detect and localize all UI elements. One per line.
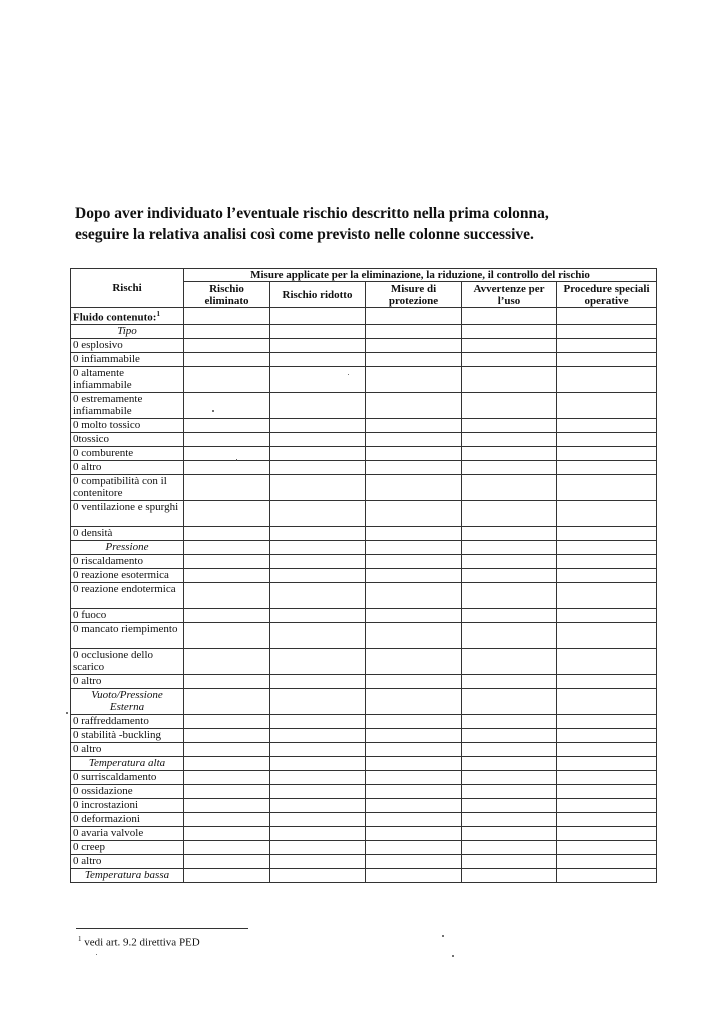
table-row bbox=[71, 622, 657, 648]
table-row bbox=[71, 582, 657, 608]
measure-cell[interactable] bbox=[366, 728, 462, 742]
table-row bbox=[71, 688, 657, 714]
measure-cell[interactable] bbox=[557, 840, 657, 854]
measure-cell[interactable] bbox=[462, 526, 557, 540]
measure-cell[interactable] bbox=[270, 812, 366, 826]
measure-cell[interactable] bbox=[557, 674, 657, 688]
header-rischi: Rischi bbox=[71, 269, 184, 308]
measure-cell[interactable] bbox=[557, 714, 657, 728]
measure-cell[interactable] bbox=[366, 432, 462, 446]
measure-cell[interactable] bbox=[270, 742, 366, 756]
table-row bbox=[71, 742, 657, 756]
measure-cell[interactable] bbox=[557, 338, 657, 352]
measure-cell[interactable] bbox=[366, 784, 462, 798]
table-row bbox=[71, 812, 657, 826]
measure-cell[interactable] bbox=[184, 500, 270, 526]
measure-cell[interactable] bbox=[366, 526, 462, 540]
risk-label bbox=[71, 608, 184, 622]
risk-label bbox=[71, 826, 184, 840]
measure-cell[interactable] bbox=[184, 446, 270, 460]
measure-cell[interactable] bbox=[366, 674, 462, 688]
measure-cell[interactable] bbox=[366, 826, 462, 840]
measure-cell[interactable] bbox=[184, 366, 270, 392]
measure-cell[interactable] bbox=[557, 500, 657, 526]
measure-cell[interactable] bbox=[270, 324, 366, 338]
measure-cell[interactable] bbox=[270, 366, 366, 392]
risk-label-text: 0 mancato riempimento bbox=[73, 622, 178, 635]
risk-label-text: 0 infiammabile bbox=[73, 352, 140, 365]
measure-cell[interactable] bbox=[270, 432, 366, 446]
measure-cell[interactable] bbox=[462, 460, 557, 474]
measure-cell[interactable] bbox=[366, 366, 462, 392]
measure-cell[interactable] bbox=[462, 674, 557, 688]
intro-text bbox=[75, 203, 685, 245]
measure-cell[interactable] bbox=[270, 338, 366, 352]
measure-cell[interactable] bbox=[557, 688, 657, 714]
risk-label bbox=[71, 540, 184, 554]
header-procedure-speciali: Procedure speciali operative bbox=[557, 282, 657, 308]
risk-label bbox=[71, 582, 184, 608]
risk-label-text: 0 avaria valvole bbox=[73, 826, 144, 839]
risk-label bbox=[71, 352, 184, 366]
risk-label-text: 0 altro bbox=[73, 742, 102, 755]
measure-cell[interactable] bbox=[557, 324, 657, 338]
footnote-text: vedi art. 9.2 direttiva PED bbox=[81, 936, 200, 949]
risk-label bbox=[71, 568, 184, 582]
risk-label bbox=[71, 338, 184, 352]
measure-cell[interactable] bbox=[462, 728, 557, 742]
intro-line-1: Dopo aver individuato l’eventuale rischio descritto nella prima colonna, bbox=[75, 205, 549, 222]
table-row bbox=[71, 526, 657, 540]
measure-cell[interactable] bbox=[462, 324, 557, 338]
table-row bbox=[71, 352, 657, 366]
header-rischio-eliminato: Rischio eliminato bbox=[184, 282, 270, 308]
measure-cell[interactable] bbox=[184, 728, 270, 742]
measure-cell[interactable] bbox=[184, 338, 270, 352]
measure-cell[interactable] bbox=[366, 622, 462, 648]
risk-label bbox=[71, 432, 184, 446]
risk-label bbox=[71, 308, 184, 325]
measure-cell[interactable] bbox=[462, 352, 557, 366]
table-row bbox=[71, 648, 657, 674]
measure-cell[interactable] bbox=[270, 474, 366, 500]
measure-cell[interactable] bbox=[184, 688, 270, 714]
measure-cell[interactable] bbox=[184, 674, 270, 688]
risk-label-text: 0 ventilazione e spurghi bbox=[73, 500, 179, 513]
measure-cell[interactable] bbox=[270, 854, 366, 868]
risk-label-text: 0 altamente infiammabile bbox=[73, 366, 132, 391]
measure-cell[interactable] bbox=[366, 854, 462, 868]
risk-label bbox=[71, 756, 184, 770]
risk-label-text: Vuoto/Pressione Esterna bbox=[91, 688, 163, 713]
risk-label-text: 0 estremamente infiammabile bbox=[73, 392, 143, 417]
measure-cell[interactable] bbox=[366, 608, 462, 622]
risk-label-text: 0 compatibilità con il contenitore bbox=[73, 474, 167, 499]
measure-cell[interactable] bbox=[184, 770, 270, 784]
measure-cell[interactable] bbox=[366, 812, 462, 826]
measure-cell[interactable] bbox=[270, 540, 366, 554]
measure-cell[interactable] bbox=[184, 714, 270, 728]
measure-cell[interactable] bbox=[557, 432, 657, 446]
measure-cell[interactable] bbox=[184, 622, 270, 648]
risk-label-text: 0 ossidazione bbox=[73, 784, 133, 797]
measure-cell[interactable] bbox=[270, 826, 366, 840]
measure-cell[interactable] bbox=[557, 728, 657, 742]
risk-label-text: 0 reazione esotermica bbox=[73, 568, 169, 581]
risk-label-text: 0 densità bbox=[73, 526, 113, 539]
measure-cell[interactable] bbox=[184, 352, 270, 366]
measure-cell[interactable] bbox=[557, 812, 657, 826]
measure-cell[interactable] bbox=[462, 648, 557, 674]
risk-label bbox=[71, 418, 184, 432]
risk-label-text: 0 occlusione dello scarico bbox=[73, 648, 154, 673]
risk-label bbox=[71, 648, 184, 674]
measure-cell[interactable] bbox=[557, 540, 657, 554]
measure-cell[interactable] bbox=[270, 770, 366, 784]
risk-label-text: Temperatura alta bbox=[88, 756, 166, 769]
table-row bbox=[71, 392, 657, 418]
table-row bbox=[71, 714, 657, 728]
measure-cell[interactable] bbox=[184, 554, 270, 568]
measure-cell[interactable] bbox=[184, 648, 270, 674]
measure-cell[interactable] bbox=[462, 812, 557, 826]
scan-speck bbox=[452, 955, 454, 957]
measure-cell[interactable] bbox=[270, 688, 366, 714]
table-row bbox=[71, 608, 657, 622]
measure-cell[interactable] bbox=[557, 366, 657, 392]
table-row bbox=[71, 418, 657, 432]
measure-cell[interactable] bbox=[270, 526, 366, 540]
measure-cell[interactable] bbox=[270, 582, 366, 608]
measure-cell[interactable] bbox=[462, 770, 557, 784]
measure-cell[interactable] bbox=[462, 840, 557, 854]
measure-cell[interactable] bbox=[557, 526, 657, 540]
table-row bbox=[71, 854, 657, 868]
scan-speck bbox=[96, 954, 97, 955]
risk-label-text: Fluido contenuto: bbox=[73, 311, 157, 324]
measure-cell[interactable] bbox=[462, 868, 557, 882]
table-row bbox=[71, 784, 657, 798]
risk-label bbox=[71, 812, 184, 826]
risk-label bbox=[71, 784, 184, 798]
measure-cell[interactable] bbox=[184, 474, 270, 500]
risk-label-text: 0 esplosivo bbox=[73, 338, 123, 351]
table-row bbox=[71, 474, 657, 500]
risk-label bbox=[71, 674, 184, 688]
measure-cell[interactable] bbox=[184, 324, 270, 338]
measure-cell[interactable] bbox=[462, 742, 557, 756]
footnote-separator bbox=[76, 928, 248, 929]
measure-cell[interactable] bbox=[557, 460, 657, 474]
measure-cell[interactable] bbox=[462, 554, 557, 568]
footnote-ref: 1 bbox=[156, 310, 160, 318]
measure-cell[interactable] bbox=[366, 688, 462, 714]
measure-cell[interactable] bbox=[366, 714, 462, 728]
measure-cell[interactable] bbox=[557, 582, 657, 608]
measure-cell[interactable] bbox=[270, 756, 366, 770]
risk-label-text: 0 fuoco bbox=[73, 608, 107, 621]
measure-cell[interactable] bbox=[184, 460, 270, 474]
measure-cell[interactable] bbox=[184, 812, 270, 826]
measure-cell[interactable] bbox=[462, 622, 557, 648]
measure-cell[interactable] bbox=[557, 568, 657, 582]
risk-label bbox=[71, 688, 184, 714]
measure-cell[interactable] bbox=[366, 582, 462, 608]
measure-cell[interactable] bbox=[184, 826, 270, 840]
measure-cell[interactable] bbox=[184, 784, 270, 798]
measure-cell[interactable] bbox=[184, 432, 270, 446]
measure-cell[interactable] bbox=[366, 500, 462, 526]
measure-cell[interactable] bbox=[366, 338, 462, 352]
risk-label bbox=[71, 622, 184, 648]
measure-cell[interactable] bbox=[184, 540, 270, 554]
risk-label-text: 0 molto tossico bbox=[73, 418, 141, 431]
scan-speck bbox=[442, 935, 444, 937]
measure-cell[interactable] bbox=[462, 540, 557, 554]
measure-cell[interactable] bbox=[462, 338, 557, 352]
measure-cell[interactable] bbox=[557, 770, 657, 784]
measure-cell[interactable] bbox=[462, 500, 557, 526]
measure-cell[interactable] bbox=[557, 798, 657, 812]
risk-label-text: Temperatura bassa bbox=[84, 868, 170, 881]
measure-cell[interactable] bbox=[270, 554, 366, 568]
header-rischio-ridotto: Rischio ridotto bbox=[270, 282, 366, 308]
measure-cell[interactable] bbox=[557, 756, 657, 770]
table-row bbox=[71, 540, 657, 554]
scan-speck bbox=[66, 712, 68, 714]
scan-speck bbox=[212, 410, 214, 412]
risk-label-text: 0 surriscaldamento bbox=[73, 770, 157, 783]
measure-cell[interactable] bbox=[270, 674, 366, 688]
measure-cell[interactable] bbox=[184, 568, 270, 582]
measure-cell[interactable] bbox=[366, 742, 462, 756]
measure-cell[interactable] bbox=[270, 868, 366, 882]
measure-cell[interactable] bbox=[366, 324, 462, 338]
table-row bbox=[71, 432, 657, 446]
table-row bbox=[71, 840, 657, 854]
risk-label-text: 0 altro bbox=[73, 674, 102, 687]
measure-cell[interactable] bbox=[184, 854, 270, 868]
risk-label bbox=[71, 840, 184, 854]
measure-cell[interactable] bbox=[270, 728, 366, 742]
measure-cell[interactable] bbox=[270, 568, 366, 582]
measure-cell[interactable] bbox=[462, 308, 557, 325]
table-row bbox=[71, 568, 657, 582]
table-row bbox=[71, 324, 657, 338]
measure-cell[interactable] bbox=[366, 474, 462, 500]
risk-label bbox=[71, 742, 184, 756]
measure-cell[interactable] bbox=[366, 392, 462, 418]
measure-cell[interactable] bbox=[462, 688, 557, 714]
risk-label-text: 0 stabilità -buckling bbox=[73, 728, 161, 741]
risk-table bbox=[70, 268, 657, 883]
risk-label bbox=[71, 868, 184, 882]
measure-cell[interactable] bbox=[366, 868, 462, 882]
measure-cell[interactable] bbox=[366, 756, 462, 770]
header-misure-protezione: Misure di protezione bbox=[366, 282, 462, 308]
measure-cell[interactable] bbox=[184, 742, 270, 756]
measure-cell[interactable] bbox=[462, 784, 557, 798]
measure-cell[interactable] bbox=[462, 798, 557, 812]
table-row bbox=[71, 308, 657, 325]
measure-cell[interactable] bbox=[366, 554, 462, 568]
measure-cell[interactable] bbox=[270, 798, 366, 812]
measure-cell[interactable] bbox=[366, 648, 462, 674]
measure-cell[interactable] bbox=[462, 714, 557, 728]
measure-cell[interactable] bbox=[270, 840, 366, 854]
measure-cell[interactable] bbox=[557, 474, 657, 500]
measure-cell[interactable] bbox=[557, 742, 657, 756]
risk-label bbox=[71, 500, 184, 526]
measure-cell[interactable] bbox=[462, 366, 557, 392]
measure-cell[interactable] bbox=[462, 474, 557, 500]
measure-cell[interactable] bbox=[270, 352, 366, 366]
risk-label bbox=[71, 366, 184, 392]
table-row bbox=[71, 756, 657, 770]
measure-cell[interactable] bbox=[462, 392, 557, 418]
measure-cell[interactable] bbox=[184, 418, 270, 432]
header-avvertenze-uso: Avvertenze per l’uso bbox=[462, 282, 557, 308]
measure-cell[interactable] bbox=[270, 714, 366, 728]
measure-cell[interactable] bbox=[270, 784, 366, 798]
measure-cell[interactable] bbox=[557, 352, 657, 366]
table-row bbox=[71, 460, 657, 474]
measure-cell[interactable] bbox=[557, 446, 657, 460]
risk-label bbox=[71, 324, 184, 338]
measure-cell[interactable] bbox=[557, 392, 657, 418]
measure-cell[interactable] bbox=[270, 418, 366, 432]
risk-label-text: 0tossico bbox=[73, 432, 110, 445]
risk-label-text: 0 altro bbox=[73, 460, 102, 473]
measure-cell[interactable] bbox=[557, 854, 657, 868]
measure-cell[interactable] bbox=[462, 756, 557, 770]
measure-cell[interactable] bbox=[462, 826, 557, 840]
risk-label-text: 0 raffreddamento bbox=[73, 714, 149, 727]
risk-table-body bbox=[71, 308, 657, 883]
measure-cell[interactable] bbox=[184, 868, 270, 882]
measure-cell[interactable] bbox=[557, 554, 657, 568]
risk-label bbox=[71, 728, 184, 742]
measure-cell[interactable] bbox=[184, 798, 270, 812]
measure-cell[interactable] bbox=[184, 526, 270, 540]
measure-cell[interactable] bbox=[462, 432, 557, 446]
measure-cell[interactable] bbox=[557, 826, 657, 840]
measure-cell[interactable] bbox=[270, 392, 366, 418]
measure-cell[interactable] bbox=[557, 868, 657, 882]
measure-cell[interactable] bbox=[270, 446, 366, 460]
measure-cell[interactable] bbox=[184, 840, 270, 854]
measure-cell[interactable] bbox=[366, 308, 462, 325]
risk-label bbox=[71, 714, 184, 728]
measure-cell[interactable] bbox=[557, 648, 657, 674]
measure-cell[interactable] bbox=[184, 608, 270, 622]
risk-label-text: 0 riscaldamento bbox=[73, 554, 143, 567]
measure-cell[interactable] bbox=[270, 608, 366, 622]
risk-label-text: 0 incrostazioni bbox=[73, 798, 139, 811]
measure-cell[interactable] bbox=[366, 840, 462, 854]
measure-cell[interactable] bbox=[184, 392, 270, 418]
measure-cell[interactable] bbox=[366, 460, 462, 474]
risk-label-text: Pressione bbox=[105, 540, 149, 553]
risk-label bbox=[71, 526, 184, 540]
measure-cell[interactable] bbox=[366, 352, 462, 366]
measure-cell[interactable] bbox=[462, 582, 557, 608]
scan-speck bbox=[348, 374, 349, 375]
measure-cell[interactable] bbox=[270, 500, 366, 526]
measure-cell[interactable] bbox=[462, 608, 557, 622]
table-row bbox=[71, 868, 657, 882]
footnote-mark: 1 bbox=[78, 935, 82, 943]
measure-cell[interactable] bbox=[557, 784, 657, 798]
risk-label bbox=[71, 474, 184, 500]
table-row bbox=[71, 338, 657, 352]
measure-cell[interactable] bbox=[366, 540, 462, 554]
table-row bbox=[71, 728, 657, 742]
measure-cell[interactable] bbox=[366, 418, 462, 432]
risk-label-text: 0 comburente bbox=[73, 446, 134, 459]
risk-label bbox=[71, 392, 184, 418]
risk-label-text: 0 altro bbox=[73, 854, 102, 867]
risk-label bbox=[71, 446, 184, 460]
risk-label bbox=[71, 460, 184, 474]
table-row bbox=[71, 798, 657, 812]
measure-cell[interactable] bbox=[462, 568, 557, 582]
measure-cell[interactable] bbox=[270, 648, 366, 674]
risk-label bbox=[71, 770, 184, 784]
measure-cell[interactable] bbox=[462, 418, 557, 432]
measure-cell[interactable] bbox=[462, 446, 557, 460]
measure-cell[interactable] bbox=[557, 622, 657, 648]
table-row bbox=[71, 366, 657, 392]
table-row bbox=[71, 826, 657, 840]
measure-cell[interactable] bbox=[270, 622, 366, 648]
measure-cell[interactable] bbox=[462, 854, 557, 868]
measure-cell[interactable] bbox=[184, 308, 270, 325]
risk-label-text: 0 creep bbox=[73, 840, 106, 853]
measure-cell[interactable] bbox=[557, 308, 657, 325]
measure-cell[interactable] bbox=[184, 756, 270, 770]
risk-label-text: 0 deformazioni bbox=[73, 812, 140, 825]
header-misure-group: Misure applicate per la eliminazione, la riduzione, il controllo del rischio bbox=[184, 269, 657, 282]
risk-label bbox=[71, 798, 184, 812]
scan-speck bbox=[236, 459, 237, 461]
measure-cell[interactable] bbox=[557, 608, 657, 622]
measure-cell[interactable] bbox=[366, 568, 462, 582]
risk-label bbox=[71, 854, 184, 868]
risk-label bbox=[71, 554, 184, 568]
table-row bbox=[71, 554, 657, 568]
footnote bbox=[78, 935, 200, 949]
measure-cell[interactable] bbox=[366, 770, 462, 784]
risk-label-text: 0 reazione endotermica bbox=[73, 582, 176, 595]
intro-line-2: eseguire la relativa analisi così come previsto nelle colonne successive. bbox=[75, 226, 534, 243]
measure-cell[interactable] bbox=[270, 460, 366, 474]
risk-label-text: Tipo bbox=[117, 324, 137, 337]
measure-cell[interactable] bbox=[184, 582, 270, 608]
measure-cell[interactable] bbox=[366, 446, 462, 460]
table-row bbox=[71, 446, 657, 460]
table-row bbox=[71, 500, 657, 526]
measure-cell[interactable] bbox=[366, 798, 462, 812]
table-row bbox=[71, 770, 657, 784]
measure-cell[interactable] bbox=[557, 418, 657, 432]
measure-cell[interactable] bbox=[270, 308, 366, 325]
table-row bbox=[71, 674, 657, 688]
